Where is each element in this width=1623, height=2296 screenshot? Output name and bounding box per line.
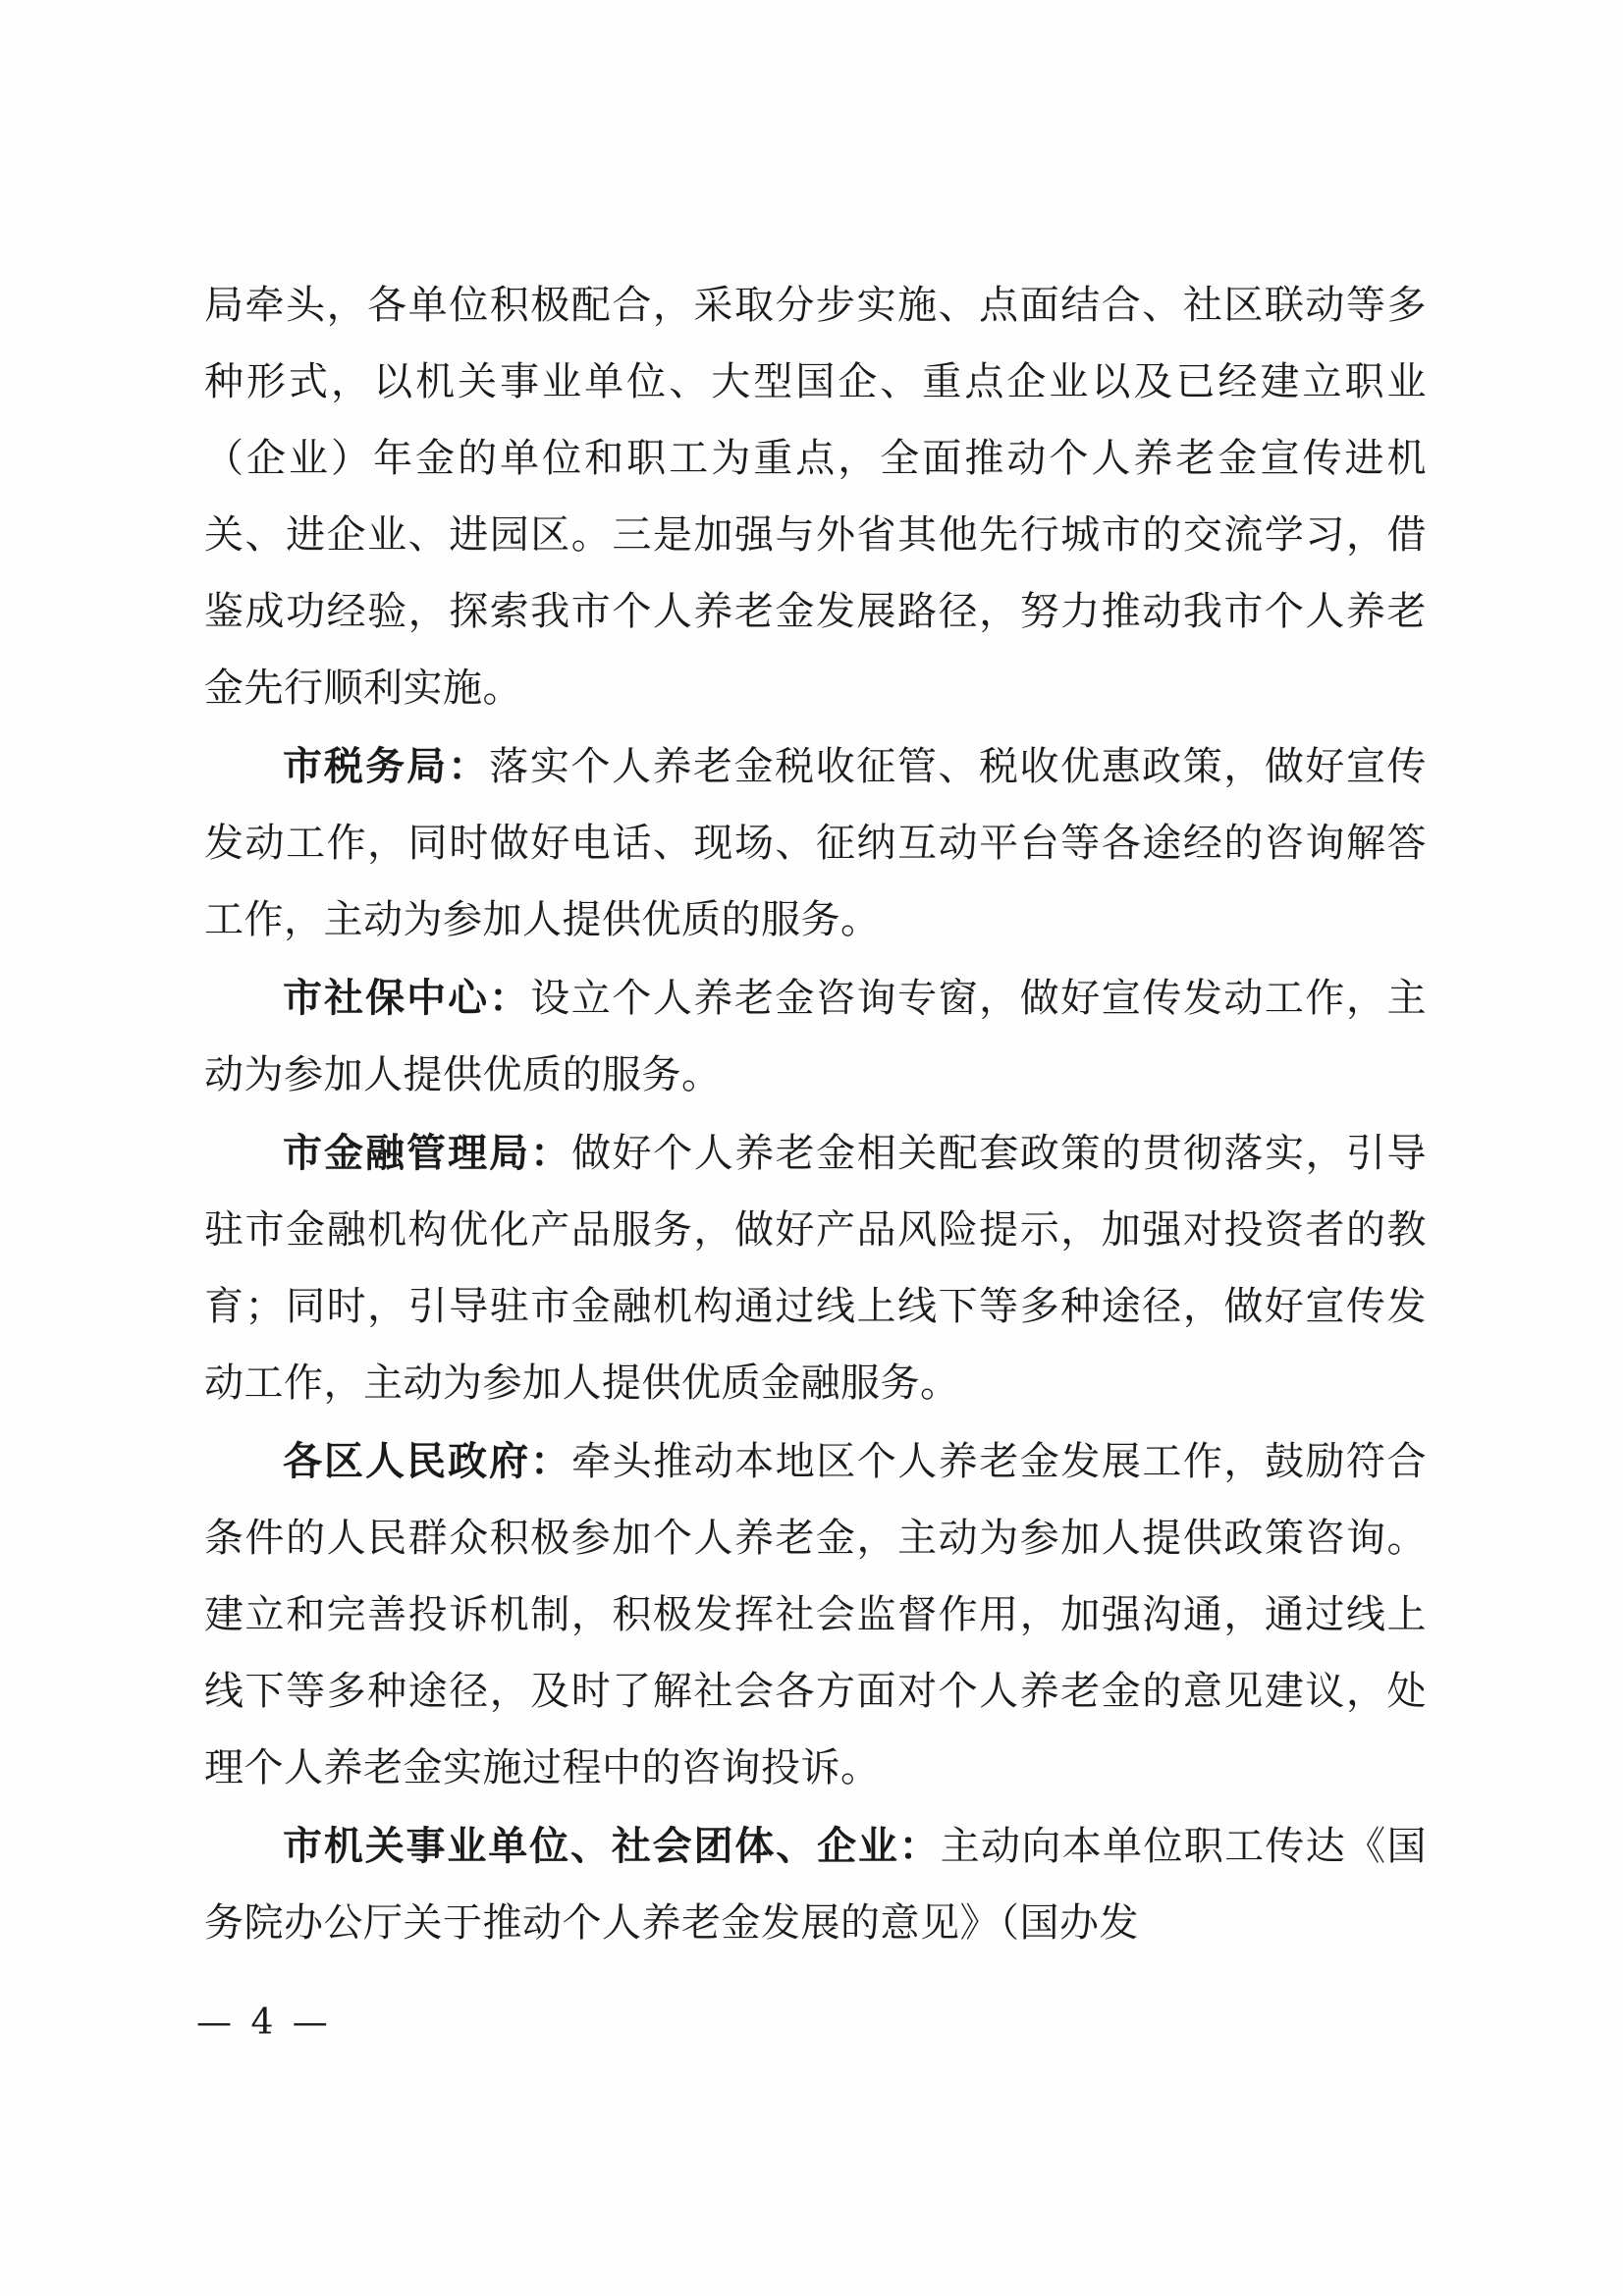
paragraph-text: 落实个人养老金税收征管、税收优惠政策，做好宣传发动工作，同时做好电话、现场、征纳互动平台等各途经的咨询解答工作，主动为参加人提供优质的服务。 <box>204 744 1428 942</box>
paragraph-lead-tax-bureau: 市税务局： <box>283 743 490 789</box>
paragraph-lead-social-security-center: 市社保中心： <box>283 975 531 1021</box>
paragraph-district-governments <box>204 1423 1427 1806</box>
paragraph-social-security-center <box>204 960 1427 1113</box>
page-number: — 4 — <box>196 2002 332 2043</box>
paragraph-text: 做好个人养老金相关配套政策的贯彻落实，引导驻市金融机构优化产品服务，做好产品风险提示，加强对投资者的教育；同时，引导驻市金融机构通过线上线下等多种途径，做好宣传发动工作，主动为参加人提供优质金融服务。 <box>204 1131 1428 1406</box>
paragraph-text: 主动向本单位职工传达《国务院办公厅关于推动个人养老金发展的意见》（国办发 <box>204 1824 1428 1946</box>
paragraph-financial-bureau <box>204 1115 1427 1421</box>
paragraph-continued <box>204 267 1427 726</box>
paragraph-text: 设立个人养老金咨询专窗，做好宣传发动工作，主动为参加人提供优质的服务。 <box>204 976 1428 1097</box>
paragraph-text: 局牵头，各单位积极配合，采取分步实施、点面结合、社区联动等多种形式，以机关事业单位、大型国企、重点企业以及已经建立职业（企业）年金的单位和职工为重点，全面推动个人养老金宣传进机关、进企业、进园区。三是加强与外省其他先行城市的交流学习，借鉴成功经验，探索我市个人养老金发展路径，努力推动我市个人养老金先行顺利实施。 <box>204 283 1427 711</box>
document-body <box>204 267 1427 1963</box>
paragraph-lead-financial-bureau: 市金融管理局： <box>283 1130 572 1176</box>
paragraph-lead-institutions-enterprises: 市机关事业单位、社会团体、企业： <box>283 1823 941 1869</box>
paragraph-tax-bureau <box>204 728 1427 958</box>
paragraph-lead-district-governments: 各区人民政府： <box>283 1438 572 1484</box>
paragraph-institutions-enterprises <box>204 1808 1427 1961</box>
paragraph-text: 牵头推动本地区个人养老金发展工作，鼓励符合条件的人民群众积极参加个人养老金，主动为参加人提供政策咨询。建立和完善投诉机制，积极发挥社会监督作用，加强沟通，通过线上线下等多种途径，及时了解社会各方面对个人养老金的意见建议，处理个人养老金实施过程中的咨询投诉。 <box>204 1439 1428 1790</box>
